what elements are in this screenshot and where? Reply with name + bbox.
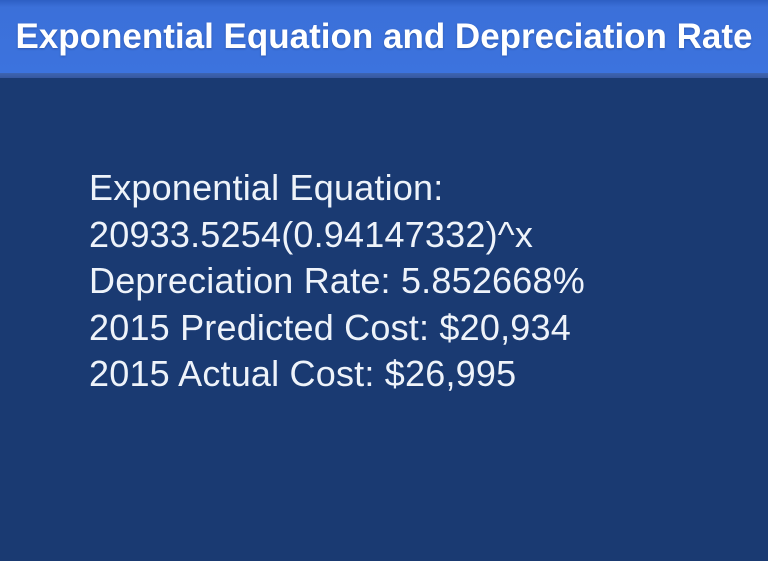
body-line-equation-value: 20933.5254(0.94147332)^x (89, 213, 534, 255)
slide-title: Exponential Equation and Depreciation Rate (15, 16, 753, 56)
body-line-exponential-equation-label: Exponential Equation: (89, 167, 444, 208)
body-line-depreciation-rate: Depreciation Rate: 5.852668% (89, 260, 585, 301)
slide-body-text-block (89, 165, 585, 398)
slide-title-bar (0, 0, 768, 73)
body-line-actual-cost: 2015 Actual Cost: $26,995 (89, 353, 517, 394)
title-bar-bottom-edge (0, 73, 768, 78)
body-line-predicted-cost: 2015 Predicted Cost: $20,934 (89, 306, 571, 348)
